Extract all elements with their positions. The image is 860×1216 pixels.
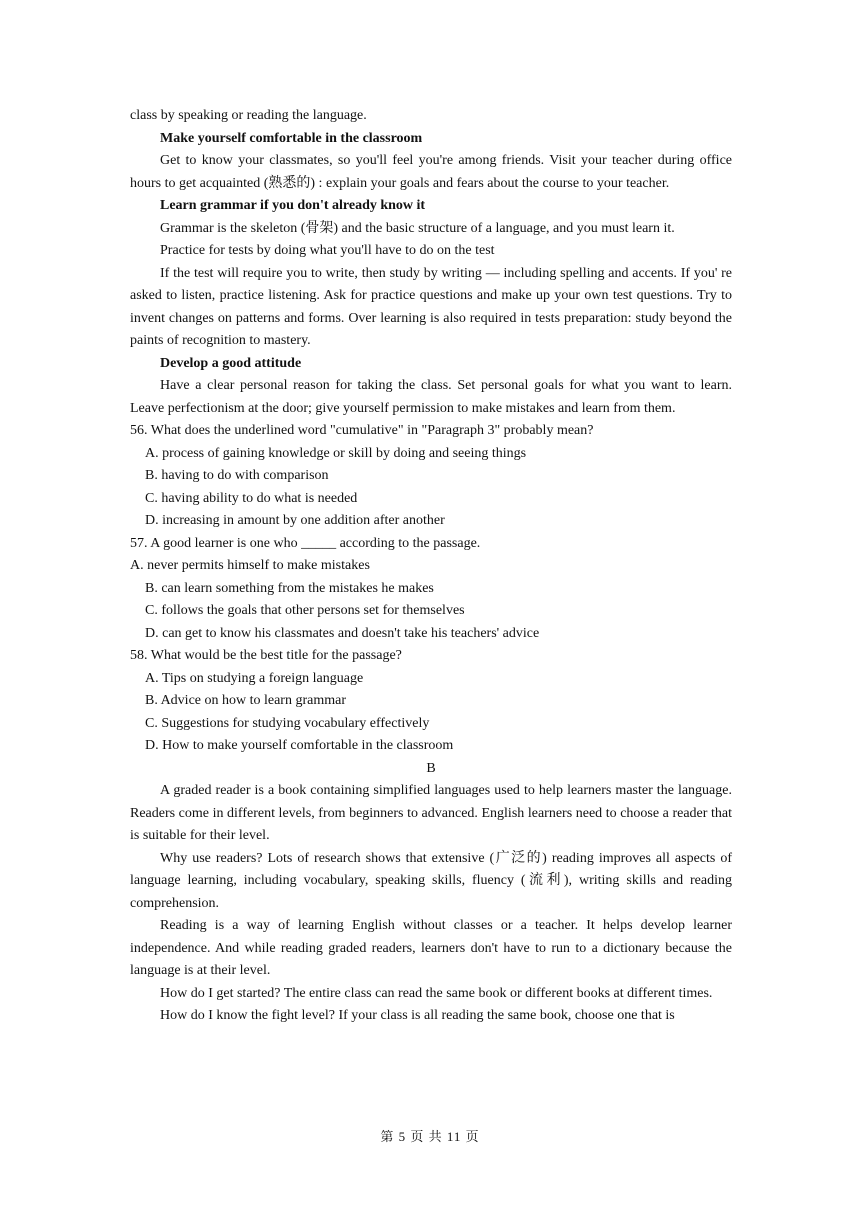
paragraph-practice-tests: If the test will require you to write, then study by writing — including spelling and accents. If you' re asked to listen, practice listening. Ask for practice questions and make up your own test questions. Try to invent changes on patterns and forms. Over learning is also required in tests preparation: study beyond the paints of recognition to mastery.: [130, 265, 732, 348]
passage-b-paragraph-3: Reading is a way of learning English without classes or a teacher. It helps develop learner independence. And while reading graded readers, learners don't have to run to a dictionary because the language is at their level.: [130, 918, 732, 978]
heading-practice-tests: Practice for tests by doing what you'll have to do on the test: [160, 243, 495, 258]
paragraph-classmates: Get to know your classmates, so you'll feel you're among friends. Visit your teacher during office hours to get acquainted (熟悉的) : explain your goals and fears about the course to your teacher.: [130, 153, 732, 191]
question-58-option-a: A. Tips on studying a foreign language: [145, 670, 364, 686]
question-57-option-d: D. can get to know his classmates and doesn't take his teachers' advice: [145, 625, 540, 641]
page-footer: 第 5 页 共 11 页: [380, 1129, 480, 1144]
heading-learn-grammar: Learn grammar if you don't already know it: [160, 198, 426, 213]
question-57-stem: 57. A good learner is one who _____ according to the passage.: [130, 535, 481, 551]
heading-good-attitude: Develop a good attitude: [160, 355, 302, 371]
passage-b-paragraph-1: A graded reader is a book containing simplified languages used to help learners master the language. Readers come in different levels, from beginners to advanced. English learners need to choose a reader that is suitable for their level.: [130, 783, 732, 843]
question-56-option-a: A. process of gaining knowledge or skill by doing and seeing things: [145, 445, 527, 461]
page-content: [130, 105, 732, 1028]
passage-b-paragraph-4: How do I get started? The entire class can read the same book or different books at different times.: [160, 985, 713, 1001]
question-57-option-a: A. never permits himself to make mistakes: [130, 558, 370, 573]
question-58-stem: 58. What would be the best title for the passage?: [130, 648, 402, 663]
passage-a-continuation: class by speaking or reading the language.: [130, 108, 367, 123]
question-56-option-d: D. increasing in amount by one addition after another: [145, 513, 445, 528]
question-57-option-c: C. follows the goals that other persons set for themselves: [145, 603, 465, 618]
question-58-option-b: B. Advice on how to learn grammar: [145, 693, 347, 708]
paragraph-attitude: Have a clear personal reason for taking the class. Set personal goals for what you want to learn. Leave perfectionism at the door; give yourself permission to make mistakes and learn from them.: [130, 378, 732, 416]
heading-comfortable-classroom: Make yourself comfortable in the classroom: [160, 130, 423, 146]
passage-b-paragraph-5: How do I know the fight level? If your class is all reading the same book, choose one that is: [160, 1008, 675, 1023]
question-57-option-b: B. can learn something from the mistakes he makes: [145, 580, 434, 596]
question-58-option-c: C. Suggestions for studying vocabulary effectively: [145, 715, 430, 731]
question-56-stem: 56. What does the underlined word "cumulative" in "Paragraph 3" probably mean?: [130, 423, 594, 438]
question-58-option-d: D. How to make yourself comfortable in the classroom: [145, 738, 454, 753]
paragraph-grammar: Grammar is the skeleton (骨架) and the basic structure of a language, and you must learn it.: [160, 220, 675, 236]
passage-b-paragraph-2: Why use readers? Lots of research shows that extensive (广泛的) reading improves all aspects of language learning, including vocabulary, speaking skills, fluency (流利), writing skills and reading comprehension.: [130, 850, 732, 911]
passage-b-label: B: [426, 760, 436, 776]
question-56-option-b: B. having to do with comparison: [145, 468, 329, 483]
question-56-option-c: C. having ability to do what is needed: [145, 490, 358, 506]
